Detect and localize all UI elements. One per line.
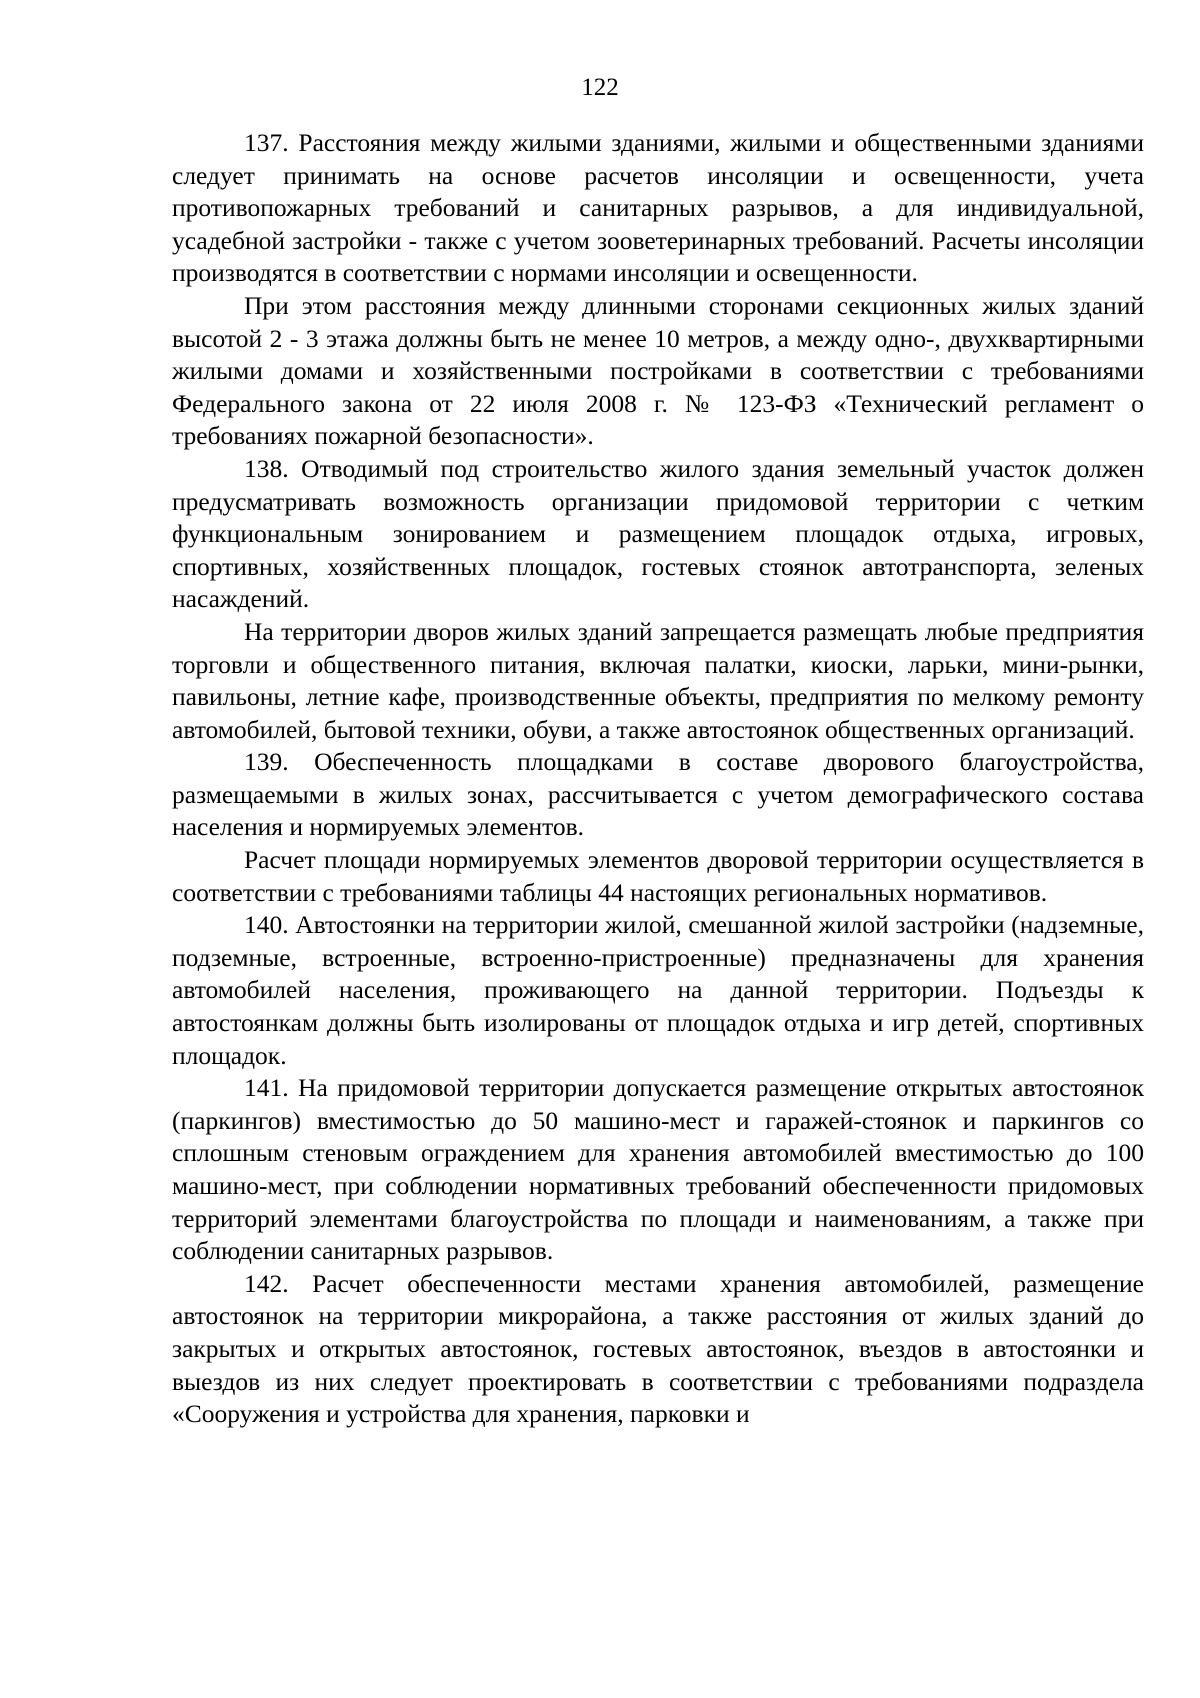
paragraph-140: 140. Автостоянки на территории жилой, смешанной жилой застройки (надземные, подземные, встроенные, встроенно-пристроенные) предназначены для хранения автомобилей населения, проживающего на данной территории. Подъезды к автостоянкам должны быть изолированы от площадок отдыха и игр детей, спортивных площадок. xyxy=(172,910,1144,1070)
paragraph-138: 138. Отводимый под строительство жилого здания земельный участок должен предусматривать возможность организации придомовой территории с четким функциональным зонированием и размещением площадок отдыха, игровых, спортивных, хозяйственных площадок, гостевых стоянок автотранспорта, зеленых насаждений. xyxy=(172,453,1144,614)
paragraph-142: 142. Расчет обеспеченности местами хранения автомобилей, размещение автостоянок на территории микрорайона, а также расстояния от жилых зданий до закрытых и открытых автостоянок, гостевых автостоянок, въездов в автостоянки и выездов из них следует проектировать в соответствии с требованиями подраздела «Сооружения и устройства для хранения, парковки и xyxy=(172,1268,1144,1429)
paragraph-137-continuation: При этом расстояния между длинными сторонами секционных жилых зданий высотой 2 - 3 этажа должны быть не менее 10 метров, а между одно-, двухквартирными жилыми домами и хозяйственными постройками в соответствии с требованиями Федерального закона от 22 июля 2008 г. № 123-ФЗ «Технический регламент о требованиях пожарной безопасности». xyxy=(172,290,1144,451)
paragraph-139: 139. Обеспеченность площадками в составе дворового благоустройства, размещаемыми в жилых зонах, рассчитывается с учетом демографического состава населения и нормируемых элементов. xyxy=(172,747,1144,842)
paragraph-137: 137. Расстояния между жилыми зданиями, жилыми и общественными зданиями следует принимать на основе расчетов инсоляции и освещенности, учета противопожарных требований и санитарных разрывов, а для индивидуальной, усадебной застройки - также с учетом зооветеринарных требований. Расчеты инсоляции производятся в соответствии с нормами инсоляции и освещенности. xyxy=(172,128,1144,288)
document-body xyxy=(172,127,1144,1431)
paragraph-141: 141. На придомовой территории допускается размещение открытых автостоянок (паркингов) вместимостью до 50 машино-мест и гаражей-стоянок и паркингов со сплошным стеновым ограждением для хранения автомобилей вместимостью до 100 машино-мест, при соблюдении нормативных требований обеспеченности придомовых территорий элементами благоустройства по площади и наименованиям, а также при соблюдении санитарных разрывов. xyxy=(172,1073,1144,1266)
paragraph-138-continuation: На территории дворов жилых зданий запрещается размещать любые предприятия торговли и общественного питания, включая палатки, киоски, ларьки, мини-рынки, павильоны, летние кафе, производственные объекты, предприятия по мелкому ремонту автомобилей, бытовой техники, обуви, а также автостоянок общественных организаций. xyxy=(172,616,1144,744)
paragraph-139-continuation: Расчет площади нормируемых элементов дворовой территории осуществляется в соответствии с требованиями таблицы 44 настоящих региональных нормативов. xyxy=(172,845,1144,907)
page-number: 122 xyxy=(581,74,619,101)
